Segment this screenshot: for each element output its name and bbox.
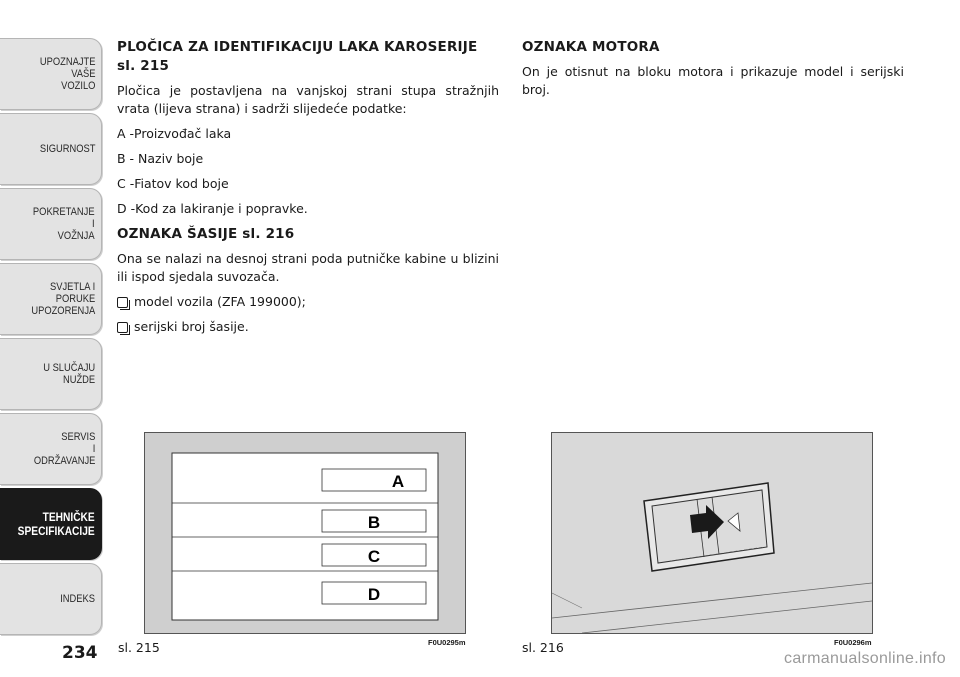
tab-label: INDEKS <box>60 593 96 605</box>
tab-svjetla-i-poruke[interactable] <box>0 263 102 335</box>
label-a: A <box>391 472 405 491</box>
list-item <box>117 318 499 336</box>
figure-caption: sl. 216 <box>522 640 564 655</box>
watermark: carmanualsonline.info <box>784 650 946 667</box>
bullet-text: serijski broj šasije. <box>134 319 249 334</box>
chassis-illustration <box>552 433 872 633</box>
item-c: C -Fiatov kod boje <box>117 176 229 191</box>
tab-label: SERVIS I ODRŽAVANJE <box>33 431 96 467</box>
tab-u-slucaju-nuzde[interactable] <box>0 338 102 410</box>
tab-label: UPOZNAJTE VAŠE VOZILO <box>39 56 96 92</box>
paint-plate-illustration <box>145 433 465 633</box>
bullet-text: model vozila (ZFA 199000); <box>134 294 306 309</box>
list-item <box>117 293 499 311</box>
tab-upoznajte-vase-vozilo[interactable] <box>0 38 102 110</box>
checkbox-bullet-icon <box>117 297 128 308</box>
chassis-description: Ona se nalazi na desnoj strani poda putničke kabine u blizini ili ispod sjedala suvozača. <box>117 251 499 284</box>
right-column <box>522 38 904 106</box>
item-d: D -Kod za lakiranje i popravke. <box>117 201 308 216</box>
left-column <box>117 38 499 343</box>
figure-caption: sl. 215 <box>118 640 160 655</box>
item-a: A -Proizvođač laka <box>117 126 232 141</box>
figure-paint-plate <box>144 432 466 634</box>
item-b: B - Naziv boje <box>117 151 204 166</box>
tab-tehnicke-specifikacije[interactable] <box>0 488 102 560</box>
figure-code: F0U0295m <box>428 638 466 647</box>
tab-indeks[interactable] <box>0 563 102 635</box>
tab-sigurnost[interactable] <box>0 113 102 185</box>
tab-label: TEHNIČKE SPECIFIKACIJE <box>17 510 96 538</box>
tab-label: U SLUČAJU NUŽDE <box>43 362 96 386</box>
tab-label: POKRETANJE I VOŽNJA <box>33 206 96 242</box>
label-b: B <box>367 513 381 532</box>
figure-chassis-mark <box>551 432 873 634</box>
page-number: 234 <box>62 643 98 663</box>
tab-servis-i-odrzavanje[interactable] <box>0 413 102 485</box>
engine-description: On je otisnut na bloku motora i prikazuje model i serijski broj. <box>522 64 904 97</box>
heading-engine-mark: OZNAKA MOTORA <box>522 39 660 55</box>
figure-code: F0U0296m <box>834 638 872 647</box>
checkbox-bullet-icon <box>117 322 128 333</box>
tab-label: SIGURNOST <box>39 143 96 155</box>
heading-paint-plate: PLOČICA ZA IDENTIFIKACIJU LAKA KAROSERIJE sl. 215 <box>117 39 478 74</box>
heading-chassis-mark: OZNAKA ŠASIJE sl. 216 <box>117 226 295 242</box>
label-d: D <box>367 585 381 604</box>
tab-pokretanje-i-voznja[interactable] <box>0 188 102 260</box>
paint-plate-description: Pločica je postavljena na vanjskoj strani stupa stražnjih vrata (lijeva strana) i sadrži slijedeće podatke: <box>117 83 499 116</box>
tab-label: SVJETLA I PORUKE UPOZORENJA <box>31 281 96 317</box>
label-c: C <box>367 547 381 566</box>
